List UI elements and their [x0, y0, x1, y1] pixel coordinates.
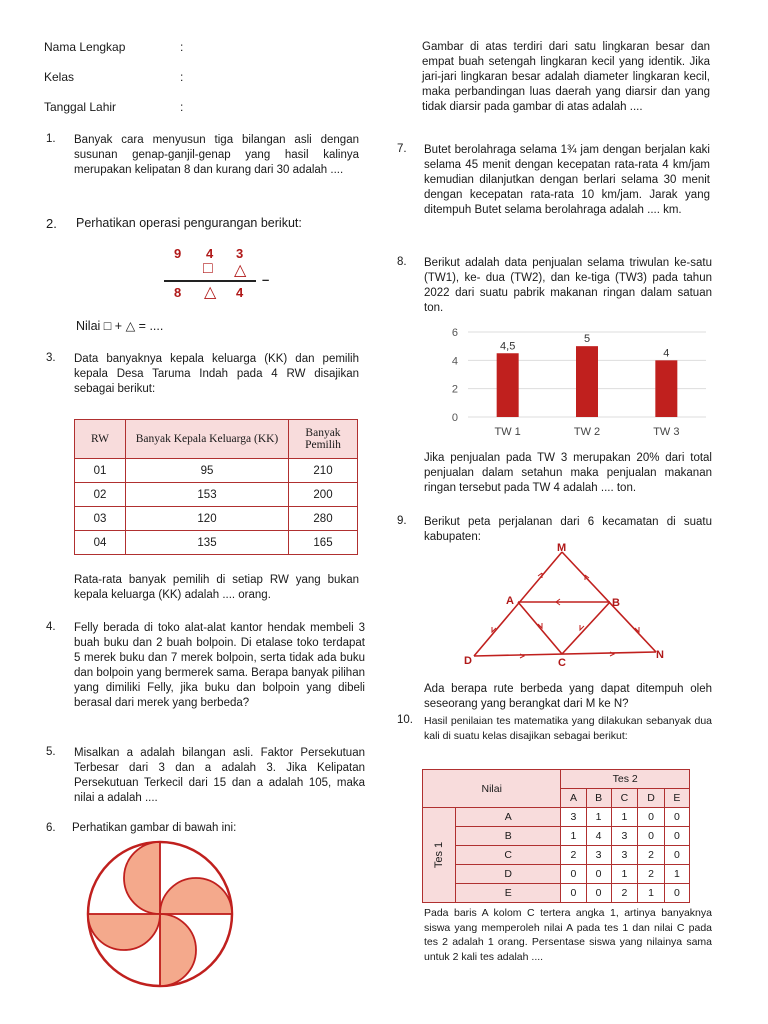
- arrow-icon: [580, 625, 584, 630]
- table-cell: 3: [611, 827, 638, 846]
- q9-after: Ada berapa rute berbeda yang dapat ditempuh oleh seseorang yang berangkat dari M ke N?: [424, 683, 712, 710]
- table-row: [423, 846, 690, 865]
- node-label-b: B: [612, 597, 620, 609]
- table-cell: 01: [75, 459, 126, 483]
- header-name-label: Nama Lengkap: [44, 40, 126, 54]
- q2-digit: 4: [206, 246, 214, 261]
- table-cell: 0: [561, 865, 586, 884]
- y-tick-label: 0: [451, 412, 458, 424]
- table-header-rw: RW: [75, 420, 126, 459]
- table-header-tes1: [423, 808, 456, 903]
- route-edge: [474, 652, 656, 656]
- q2-nilai: Nilai □ + △ = ....: [76, 319, 164, 333]
- table-cell: 120: [126, 507, 289, 531]
- tes1-label: Tes 1: [433, 841, 445, 869]
- x-tick-label: TW 2: [573, 426, 601, 438]
- table-cell: 1: [638, 884, 665, 903]
- column-header: A: [561, 789, 586, 808]
- circle-figure: [86, 840, 234, 988]
- table-cell: 0: [638, 827, 665, 846]
- triangle-symbol: △: [234, 262, 247, 279]
- table-row: [75, 507, 358, 531]
- q2-text: Perhatikan operasi pengurangan berikut:: [76, 216, 302, 230]
- data-label: 4: [663, 347, 670, 360]
- q10-text: Hasil penilaian tes matematika yang dilakukan sebanyak dua kali di suatu kelas disajikan sebagai berikut:: [424, 715, 712, 742]
- q2-digit: 8: [174, 285, 182, 300]
- y-tick-label: 6: [451, 327, 458, 339]
- table-cell: 3: [611, 846, 638, 865]
- q7-number: 7.: [397, 143, 407, 155]
- table-cell: 3: [586, 846, 611, 865]
- row-header: A: [456, 808, 561, 827]
- table-header-nilai: Nilai: [423, 770, 561, 808]
- column-header: E: [664, 789, 689, 808]
- table-cell: 04: [75, 531, 126, 555]
- q10-after: Pada baris A kolom C tertera angka 1, artinya banyaknya siswa yang memperoleh nilai A pada tes 1 dan nilai C pada tes 2 adalah 1 orang. Persentase siswa yang nilainya sama untuk 2 kali tes adalah ....: [424, 907, 712, 963]
- row-header: C: [456, 846, 561, 865]
- table-cell: 0: [586, 884, 611, 903]
- q5-text: Misalkan a adalah bilangan asli. Faktor Persekutuan Terbesar dari 3 dan a adalah 3. Jika Kelipatan Persekutuan Terkecil dari 15 dan a adalah 105, maka nilai a adalah ....: [74, 747, 365, 804]
- table-cell: 0: [664, 808, 689, 827]
- table-cell: 0: [664, 846, 689, 865]
- table-cell: 280: [289, 507, 358, 531]
- table-cell: 3: [561, 808, 586, 827]
- table-cell: 165: [289, 531, 358, 555]
- bar: [576, 346, 598, 417]
- table-cell: 2: [561, 846, 586, 865]
- q3-number: 3.: [46, 352, 56, 364]
- q9-text: Berikut peta perjalanan dari 6 kecamatan di suatu kabupaten:: [424, 516, 712, 543]
- table-cell: 1: [664, 865, 689, 884]
- table-row: [75, 531, 358, 555]
- table-row: [423, 808, 690, 827]
- q2-digit: 3: [236, 246, 244, 261]
- table-cell: 135: [126, 531, 289, 555]
- table-cell: 1: [611, 808, 638, 827]
- column-header: C: [611, 789, 638, 808]
- table-cell: 2: [611, 884, 638, 903]
- q9-number: 9.: [397, 515, 407, 527]
- table-cell: 0: [561, 884, 586, 903]
- table-cell: 0: [664, 827, 689, 846]
- table-cell: 2: [638, 865, 665, 884]
- table-header-kk: Banyak Kepala Keluarga (KK): [126, 420, 289, 459]
- table-row: [423, 884, 690, 903]
- header-class-label: Kelas: [44, 70, 75, 84]
- square-symbol: □: [203, 260, 213, 277]
- column-header: D: [638, 789, 665, 808]
- table-row: [75, 483, 358, 507]
- table-row: [423, 865, 690, 884]
- table-row: [423, 827, 690, 846]
- q1-text: Banyak cara menyusun tiga bilangan asli dengan susunan genap-ganjil-genap yang hasil kalinya merupakan kelipatan 8 dan kurang dari 30 adalah ....: [74, 134, 359, 176]
- q8-after: Jika penjualan pada TW 3 merupakan 20% dari total penjualan dalam setahun maka penjualan makanan ringan tersebut pada TW 4 adalah .... ton.: [424, 452, 712, 494]
- header-dob-label: Tanggal Lahir: [44, 100, 117, 114]
- q2-digit: 4: [236, 285, 244, 300]
- kk-table: [74, 419, 358, 555]
- route-map: [460, 540, 675, 672]
- y-tick-label: 4: [451, 355, 458, 368]
- table-cell: 1: [586, 808, 611, 827]
- node-label-n: N: [656, 649, 664, 661]
- column-header: B: [586, 789, 611, 808]
- table-cell: 0: [638, 808, 665, 827]
- row-header: B: [456, 827, 561, 846]
- route-edge: [474, 552, 562, 656]
- y-tick-label: 2: [451, 383, 458, 396]
- q1-number: 1.: [46, 133, 56, 145]
- q6-cont: Gambar di atas terdiri dari satu lingkaran besar dan empat buah setengah lingkaran kecil yang identik. Jika jari-jari lingkaran besar adalah diameter lingkaran kecil, maka perbandingan luas daerah yang diarsir dan yang tidak diarsir pada gambar di atas adalah ....: [422, 41, 710, 113]
- bar: [655, 360, 677, 417]
- q2-number: 2.: [46, 216, 57, 231]
- row-header: E: [456, 884, 561, 903]
- q7-text: Butet berolahraga selama 1¾ jam dengan berjalan kaki selama 45 menit dengan kecepatan rata-rata 4 km/jam kemudian dilanjutkan dengan berlari selama 30 menit dengan kecepatan rata-rata 10 km/jam. Jarak yang ditempuh Butet selama berolahraga adalah .... km.: [424, 144, 710, 216]
- route-edge: [562, 602, 610, 654]
- q6-text: Perhatikan gambar di bawah ini:: [72, 822, 237, 834]
- table-cell: 210: [289, 459, 358, 483]
- table-row: [75, 459, 358, 483]
- table-cell: 200: [289, 483, 358, 507]
- q2-subtraction: [160, 246, 280, 306]
- x-tick-label: TW 1: [494, 426, 521, 438]
- node-label-c: C: [558, 657, 566, 669]
- table-cell: 4: [586, 827, 611, 846]
- q6-number: 6.: [46, 822, 56, 834]
- table-header-tes2: Tes 2: [561, 770, 690, 789]
- table-cell: 02: [75, 483, 126, 507]
- route-edge: [518, 602, 562, 654]
- q4-number: 4.: [46, 621, 56, 633]
- q10-number: 10.: [397, 714, 413, 726]
- table-header-row: [75, 420, 358, 459]
- header-colon: :: [180, 100, 184, 114]
- table-cell: 1: [611, 865, 638, 884]
- table-cell: 2: [638, 846, 665, 865]
- header-colon: :: [180, 40, 184, 54]
- x-tick-label: TW 3: [653, 426, 680, 438]
- q3-after: Rata-rata banyak pemilih di setiap RW yang bukan kepala keluarga (KK) adalah .... orang.: [74, 574, 359, 601]
- q5-number: 5.: [46, 746, 56, 758]
- table-cell: 95: [126, 459, 289, 483]
- header-colon: :: [180, 70, 184, 84]
- q3-text: Data banyaknya kepala keluarga (KK) dan pemilih kepala Desa Taruma Indah pada 4 RW disajikan sebagai berikut:: [74, 353, 359, 395]
- table-cell: 03: [75, 507, 126, 531]
- table-header-pemilih: Banyak Pemilih: [289, 420, 358, 459]
- data-label: 4,5: [500, 340, 516, 353]
- q4-text: Felly berada di toko alat-alat kantor hendak membeli 3 buah buku dan 2 buah bolpoin. Di etalase toko terdapat 5 merek buku dan 7 merek bolpoin, serta tidak ada buku dan bolpoin yang bermerek sama. Berapa banyak pilihan yang dimiliki Felly, jika buku dan bolpoin yang dibeli berasal dari merek yang berbeda?: [74, 622, 365, 709]
- sales-bar-chart: [444, 322, 714, 447]
- node-label-m: M: [557, 542, 567, 554]
- table-cell: 1: [561, 827, 586, 846]
- minus-sign: –: [262, 272, 270, 287]
- triangle-symbol: △: [204, 284, 217, 301]
- node-label-d: D: [464, 655, 472, 667]
- table-cell: 153: [126, 483, 289, 507]
- test-table: [422, 769, 690, 903]
- row-header: D: [456, 865, 561, 884]
- node-label-a: A: [506, 595, 514, 607]
- q8-number: 8.: [397, 256, 407, 268]
- table-cell: 0: [664, 884, 689, 903]
- table-cell: 0: [586, 865, 611, 884]
- data-label: 5: [583, 333, 591, 346]
- bar: [497, 353, 519, 417]
- q8-text: Berikut adalah data penjualan selama triwulan ke-satu (TW1), ke- dua (TW2), dan ke-tiga (TW3) pada tahun 2022 dari suatu pabrik makanan ringan dalam satuan ton.: [424, 257, 712, 314]
- q2-digit: 9: [174, 246, 182, 261]
